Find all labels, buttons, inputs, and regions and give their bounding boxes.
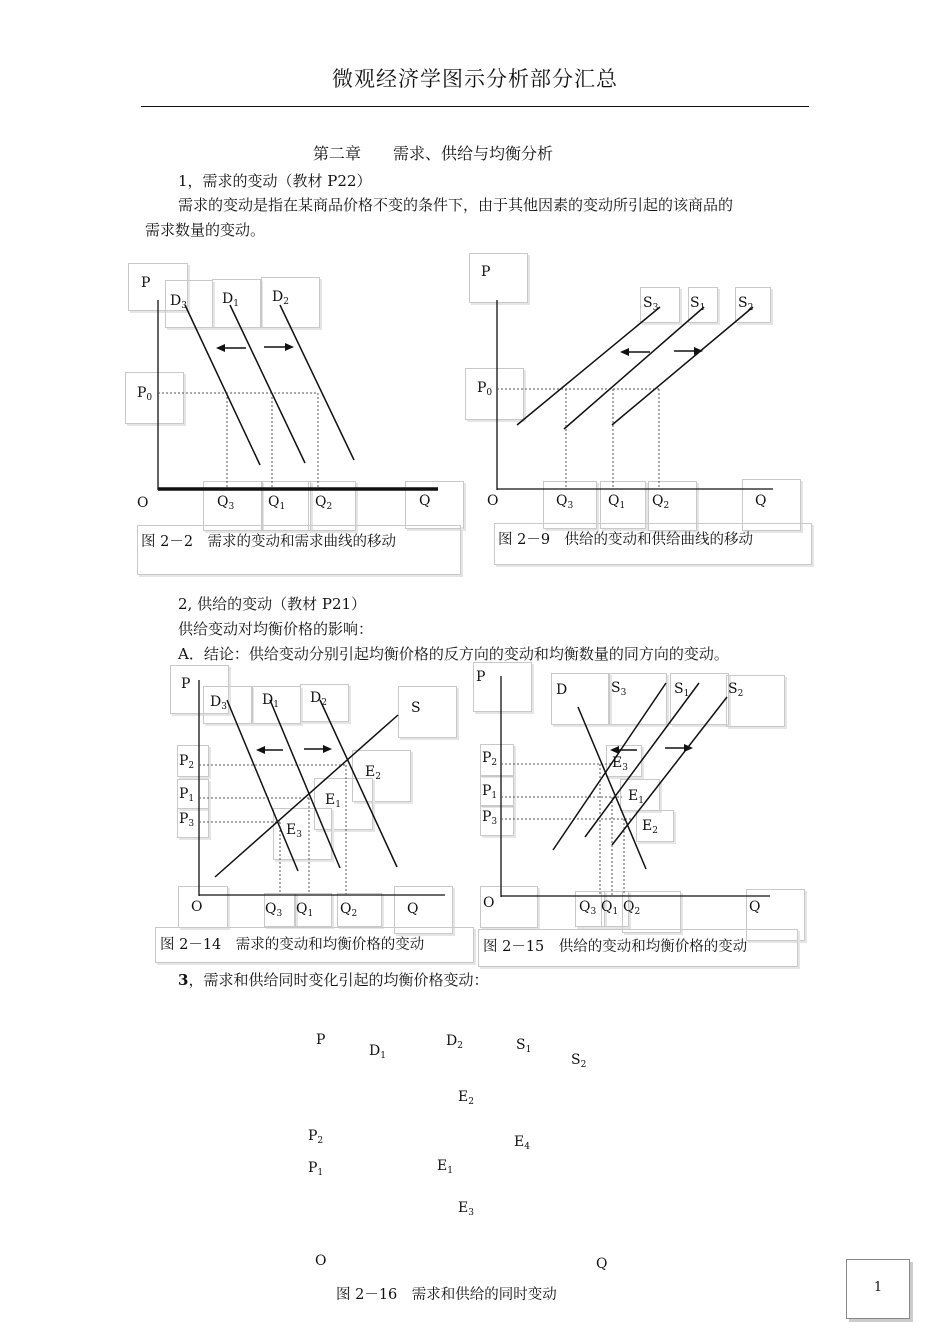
qty-label-q3: $Q_3$ bbox=[579, 899, 597, 917]
curve-label-s3: $S_3$ bbox=[611, 680, 627, 698]
price-label-p2: $P_2$ bbox=[308, 1128, 324, 1146]
qty-label-q2: $Q_2$ bbox=[623, 899, 641, 917]
section3-heading: 3，需求和供给同时变化引起的均衡价格变动： bbox=[178, 971, 489, 989]
origin-label: O bbox=[315, 1253, 327, 1269]
price-label-p3: $P_3$ bbox=[482, 809, 498, 827]
price-label-p2: $P_2$ bbox=[179, 753, 195, 771]
curve-label-d1: $D_1$ bbox=[262, 692, 279, 710]
figure-caption: 图 2－14 需求的变动和均衡价格的变动 bbox=[160, 937, 425, 953]
curve-label-d2: $D_2$ bbox=[310, 690, 327, 708]
axis-label-p: P bbox=[476, 669, 486, 685]
equilibrium-label-e1: $E_1$ bbox=[628, 788, 644, 806]
axis-label-q: Q bbox=[419, 493, 431, 509]
section1-body-line1: 需求的变动是指在某商品价格不变的条件下，由于其他因素的变动所引起的该商品的 bbox=[178, 196, 734, 214]
curve-label-d2: $D_2$ bbox=[272, 289, 289, 307]
axis-label-p: P bbox=[316, 1032, 326, 1048]
price-label-p0: $P_0$ bbox=[477, 380, 493, 398]
axis-label-q: Q bbox=[755, 493, 767, 509]
qty-label-q2: $Q_2$ bbox=[315, 494, 333, 512]
origin-label: O bbox=[191, 899, 203, 915]
section1-heading: 1，需求的变动（教材 P22） bbox=[178, 172, 372, 190]
qty-label-q1: $Q_1$ bbox=[268, 494, 286, 512]
equilibrium-label-e2: $E_2$ bbox=[458, 1089, 474, 1107]
price-label-p1: $P_1$ bbox=[179, 786, 195, 804]
axis-label-q: Q bbox=[749, 899, 761, 915]
price-label-p2: $P_2$ bbox=[482, 750, 498, 768]
page-number-box bbox=[846, 1259, 910, 1319]
axis-label-p: P bbox=[481, 264, 491, 280]
curve-label-d1: $D_1$ bbox=[222, 291, 239, 309]
figure-caption: 图 2－2 需求的变动和需求曲线的移动 bbox=[141, 534, 397, 550]
curve-label-s: S bbox=[411, 700, 421, 716]
qty-label-q3: $Q_3$ bbox=[217, 494, 235, 512]
equilibrium-label-e3: $E_3$ bbox=[286, 822, 302, 840]
figure-caption: 图 2－9 供给的变动和供给曲线的移动 bbox=[498, 532, 754, 548]
qty-label-q2: $Q_2$ bbox=[340, 901, 358, 919]
curve-label-d3: $D_3$ bbox=[210, 694, 227, 712]
qty-label-q3: $Q_3$ bbox=[556, 493, 574, 511]
section2-conclusion: A．结论：供给变动分别引起均衡价格的反方向的变动和均衡数量的同方向的变动。 bbox=[178, 645, 729, 663]
curve-label-d: D bbox=[556, 682, 568, 698]
equilibrium-label-e1: $E_1$ bbox=[325, 792, 341, 810]
price-label-p3: $P_3$ bbox=[179, 811, 195, 829]
origin-label: O bbox=[487, 493, 499, 509]
figure-caption: 图 2－15 供给的变动和均衡价格的变动 bbox=[483, 939, 748, 955]
qty-label-q1: $Q_1$ bbox=[608, 493, 626, 511]
equilibrium-label-e3: $E_3$ bbox=[458, 1200, 474, 1218]
equilibrium-label-e2: $E_2$ bbox=[642, 818, 658, 836]
curve-label-s2: $S_2$ bbox=[738, 295, 754, 313]
qty-label-q3: $Q_3$ bbox=[265, 901, 283, 919]
price-label-p1: $P_1$ bbox=[482, 783, 498, 801]
equilibrium-label-e2: $E_2$ bbox=[365, 764, 381, 782]
qty-label-q1: $Q_1$ bbox=[601, 899, 619, 917]
qty-label-q2: $Q_2$ bbox=[652, 493, 670, 511]
curve-label-d1: $D_1$ bbox=[369, 1043, 386, 1061]
chapter-heading: 第二章 需求、供给与均衡分析 bbox=[313, 144, 554, 163]
curve-label-s2: $S_2$ bbox=[728, 681, 744, 699]
curve-label-d2: $D_2$ bbox=[446, 1033, 463, 1051]
price-label-p1: $P_1$ bbox=[308, 1160, 324, 1178]
axis-label-q: Q bbox=[596, 1256, 608, 1272]
curve-label-s1: $S_1$ bbox=[690, 295, 706, 313]
equilibrium-label-e4: $E_4$ bbox=[514, 1134, 530, 1152]
curve-label-d3: $D_3$ bbox=[170, 293, 187, 311]
axis-label-p: P bbox=[141, 275, 151, 291]
curve-label-s3: $S_3$ bbox=[643, 295, 659, 313]
price-label-p0: $P_0$ bbox=[137, 385, 153, 403]
axis-label-p: P bbox=[181, 676, 191, 692]
qty-label-q1: $Q_1$ bbox=[296, 901, 314, 919]
origin-label: O bbox=[137, 495, 149, 511]
section2-heading: 2, 供给的变动（教材 P21） bbox=[178, 595, 367, 613]
page-number: 1 bbox=[873, 1280, 883, 1295]
document-title: 微观经济学图示分析部分汇总 bbox=[332, 67, 618, 91]
curve-label-s2: $S_2$ bbox=[571, 1052, 587, 1070]
curve-label-s1: $S_1$ bbox=[674, 681, 690, 699]
figure-caption: 图 2－16 需求和供给的同时变动 bbox=[336, 1287, 557, 1303]
origin-label: O bbox=[483, 895, 495, 911]
section1-body-line2: 需求数量的变动。 bbox=[145, 221, 266, 239]
axis-label-q: Q bbox=[407, 901, 419, 917]
section2-line1: 供给变动对均衡价格的影响： bbox=[178, 620, 374, 638]
curve-label-s1: $S_1$ bbox=[516, 1037, 532, 1055]
equilibrium-label-e1: $E_1$ bbox=[437, 1158, 453, 1176]
equilibrium-label-e3: $E_3$ bbox=[612, 755, 628, 773]
